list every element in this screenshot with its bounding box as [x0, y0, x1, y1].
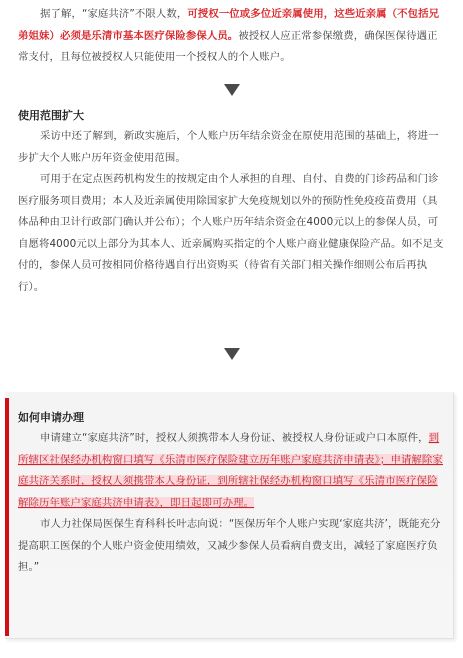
scope-paragraph-1: 采访中还了解到，新政实施后，个人账户历年结余资金在原使用范围的基础上，将进一步扩大个人账户历年资金使用范围。	[18, 130, 439, 164]
section-apply	[18, 408, 448, 579]
scope-paragraph-2: 可用于在定点医药机构发生的按规定由个人承担的自理、自付、自费的门诊药品和门诊医疗服务项目费用；本人及近亲属使用除国家扩大免疫规划以外的预防性免疫疫苗费用（具体品种由卫计行政部门确认并公布）；个人账户历年结余资金在4000元以上的参保人员，可自愿将4000元以上部分为其本人、近亲属购买指定的个人账户商业健康保险产品。如不足支付的，参保人员可按相同价格待遇自行出资购买（待省有关部门相关操作细则公布后再执行）。	[18, 173, 444, 293]
apply-text: 申请建立“家庭共济”时，授权人须携带本人身份证、被授权人身份证或户口本原件，	[40, 432, 429, 444]
apply-paragraph-2: 市人力社保局医保生育科科长叶志向说：“医保历年个人账户实现‘家庭共济’，既能充分提高职工医保的个人账户资金使用绩效，又减少参保人员看病自费支出，减轻了家庭医疗负担。”	[18, 518, 441, 573]
intro-emphasis: 可授权一位或多位近亲属使用，这些近亲属（不包括兄弟姐妹）必须是乐清市基本医疗保险参保人员。	[18, 8, 440, 42]
accent-bar	[5, 398, 9, 636]
down-arrow-icon	[224, 84, 240, 96]
section-intro	[18, 4, 448, 69]
section-heading-apply: 如何申请办理	[18, 411, 84, 424]
intro-text: 据了解，“家庭共济”不限人数，	[40, 8, 188, 20]
section-heading-scope: 使用范围扩大	[18, 109, 84, 122]
apply-highlight: 到所辖区社保经办机构窗口填写《乐清市医疗保险建立历年账户家庭共济申请表》；申请解除家庭共济关系时，授权人须携带本人身份证，到所辖社保经办机构窗口填写《乐清市医疗保险解除历年账户家庭共济申请表》，即日起即可办理。	[18, 432, 443, 509]
intro-rest: 被授权人应正常参保缴费，确保医保待遇正常支付，且每位被授权人只能使用一个授权人的个人账户。	[18, 29, 438, 63]
apply-paragraph-1	[18, 428, 448, 514]
section-scope	[18, 106, 448, 298]
down-arrow-icon	[224, 348, 240, 360]
intro-paragraph	[18, 4, 448, 69]
